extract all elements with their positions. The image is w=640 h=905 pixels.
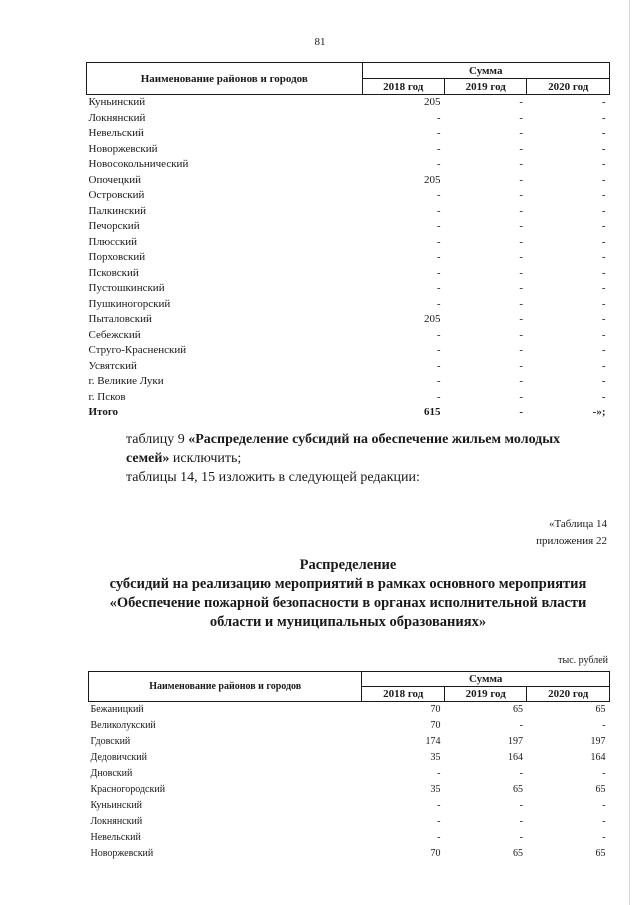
column-header-year: 2019 год — [444, 687, 527, 702]
district-name: Усвятский — [88, 359, 137, 372]
value-2018: - — [436, 297, 441, 310]
value-2020: 65 — [595, 704, 606, 715]
table-reference-appendix: приложения 22 — [536, 535, 607, 547]
column-header-year: 2018 год — [362, 79, 444, 95]
value-2018: - — [437, 832, 441, 843]
table-title-line: субсидий на реализацию мероприятий в рамках основного мероприятия — [109, 576, 587, 592]
value-2018: - — [436, 328, 441, 341]
table-row — [89, 798, 610, 814]
value-2018: 205 — [424, 96, 441, 108]
value-2018: - — [436, 359, 441, 372]
value-2018: - — [436, 282, 441, 294]
table-row — [87, 250, 610, 266]
district-name: Локнянский — [90, 816, 143, 827]
district-name: Дновский — [90, 768, 133, 779]
paragraph-exclude-table-9 — [126, 430, 606, 468]
table-row — [87, 359, 610, 375]
value-2019: - — [519, 111, 523, 124]
value-2019: - — [519, 768, 523, 779]
value-2019: - — [519, 800, 523, 811]
table-body — [87, 95, 610, 421]
value-2019: - — [519, 816, 523, 827]
district-name: Итого — [88, 406, 119, 418]
table-row — [89, 846, 610, 862]
value-2020: - — [601, 251, 606, 263]
value-2019: 65 — [512, 784, 523, 795]
district-name: Себежский — [88, 328, 141, 341]
value-2018: - — [436, 204, 441, 217]
table-14 — [88, 671, 610, 862]
value-2020: - — [601, 375, 606, 387]
table-row — [89, 750, 610, 766]
district-name: Псковский — [88, 266, 139, 279]
value-2020: - — [601, 313, 606, 325]
value-2020: -»; — [592, 406, 606, 418]
table-title-line: области и муниципальных образованиях» — [209, 614, 487, 630]
district-name: Пыталовский — [88, 313, 152, 325]
table-row — [87, 142, 610, 158]
value-2020: 164 — [590, 752, 606, 763]
paragraph-suffix: исключить; — [169, 451, 242, 466]
table-row — [87, 126, 610, 142]
district-name: Невельский — [88, 127, 144, 139]
value-2020: - — [601, 96, 606, 108]
value-2020: - — [601, 189, 606, 201]
column-header-year: 2020 год — [527, 687, 610, 702]
table-row — [89, 718, 610, 734]
table-row — [87, 343, 610, 359]
value-2020: - — [602, 720, 606, 731]
value-2018: 615 — [424, 406, 441, 418]
table-row — [89, 734, 610, 750]
value-2019: 65 — [512, 848, 523, 859]
page-edge-line — [629, 0, 630, 905]
paragraph-tables-14-15: таблицы 14, 15 изложить в следующей редакции: — [126, 470, 420, 485]
value-2018: - — [437, 816, 441, 827]
value-2020: - — [601, 220, 606, 232]
value-2020: - — [601, 142, 606, 155]
value-2020: - — [601, 158, 606, 170]
district-name: Порховский — [88, 251, 146, 263]
value-2020: - — [601, 344, 606, 356]
district-name: Куньинский — [88, 96, 146, 108]
table-row — [87, 173, 610, 189]
table-row — [89, 782, 610, 798]
value-2019: - — [519, 173, 523, 186]
table-row — [87, 266, 610, 282]
value-2019: - — [519, 282, 523, 294]
value-2020: - — [602, 816, 606, 827]
value-2019: - — [519, 313, 523, 325]
district-name: Бежаницкий — [90, 704, 144, 715]
table-9-title: «Распределение субсидий на обеспечение жильем молодых семей» — [126, 432, 561, 466]
value-2019: - — [519, 297, 523, 310]
table-row — [89, 766, 610, 782]
value-2018: - — [436, 158, 441, 170]
value-2018: 35 — [430, 784, 441, 795]
value-2019: - — [519, 220, 523, 232]
value-2019: - — [519, 251, 523, 263]
district-name: Невельский — [90, 832, 141, 843]
value-2019: - — [519, 832, 523, 843]
district-name: Печорский — [88, 220, 140, 232]
district-name: Пушкиногорский — [88, 297, 171, 310]
value-2018: 205 — [424, 173, 441, 186]
value-2018: 205 — [424, 313, 441, 325]
value-2018: - — [436, 375, 441, 387]
value-2020: - — [601, 111, 606, 124]
table-row — [87, 111, 610, 127]
value-2020: 65 — [595, 784, 606, 795]
page-number: 81 — [314, 36, 326, 48]
district-name: Новоржевский — [90, 848, 154, 859]
value-2018: - — [436, 189, 441, 201]
table-row — [87, 204, 610, 220]
table-row — [87, 188, 610, 204]
table-row — [87, 281, 610, 297]
table-row — [87, 374, 610, 390]
district-name: г. Великие Луки — [88, 375, 164, 387]
value-2018: - — [436, 142, 441, 155]
value-2020: - — [601, 328, 606, 341]
value-2020: - — [601, 235, 606, 248]
value-2020: - — [601, 127, 606, 139]
district-name: г. Псков — [88, 390, 126, 403]
value-2020: - — [601, 359, 606, 372]
value-2019: - — [519, 375, 523, 387]
column-header-year: 2020 год — [527, 79, 610, 95]
district-name: Плюсский — [88, 235, 138, 248]
value-2018: - — [436, 220, 441, 232]
value-2018: - — [436, 344, 441, 356]
value-2020: - — [601, 297, 606, 310]
column-header-year: 2019 год — [445, 79, 527, 95]
table-row — [87, 312, 610, 328]
table-row — [87, 390, 610, 406]
district-name: Островский — [88, 189, 145, 201]
value-2019: - — [519, 328, 523, 341]
value-2019: - — [519, 142, 523, 155]
value-2018: - — [437, 800, 441, 811]
district-name: Новоржевский — [88, 142, 158, 155]
value-2018: 70 — [430, 720, 441, 731]
column-header-name: Наименование районов и городов — [87, 63, 363, 95]
district-name: Локнянский — [88, 111, 146, 124]
value-2019: - — [519, 390, 523, 403]
value-2018: 35 — [430, 752, 441, 763]
table-row — [87, 235, 610, 251]
value-2019: 197 — [507, 736, 523, 747]
value-2019: - — [519, 204, 523, 217]
value-2020: - — [602, 832, 606, 843]
table-row — [89, 830, 610, 846]
table-row — [87, 95, 610, 111]
value-2019: 65 — [512, 704, 523, 715]
value-2020: - — [601, 173, 606, 186]
table-row — [87, 297, 610, 313]
value-2019: - — [519, 720, 523, 731]
district-name: Гдовский — [90, 736, 131, 747]
value-2019: - — [519, 266, 523, 279]
value-2019: - — [519, 344, 523, 356]
value-2018: - — [436, 251, 441, 263]
table-continuation — [86, 62, 610, 421]
value-2018: - — [436, 111, 441, 124]
table-row — [87, 157, 610, 173]
table-body — [89, 702, 610, 863]
value-2018: 70 — [430, 848, 441, 859]
table-title-line: «Обеспечение пожарной безопасности в органах исполнительной власти — [109, 595, 587, 611]
district-name: Куньинский — [90, 800, 143, 811]
value-2020: - — [602, 768, 606, 779]
value-2020: 197 — [590, 736, 606, 747]
table-reference-number: «Таблица 14 — [548, 518, 607, 530]
paragraph-prefix: таблицу 9 — [126, 432, 189, 447]
column-header-sum: Сумма — [362, 672, 610, 687]
table-row — [89, 814, 610, 830]
column-header-sum: Сумма — [362, 63, 609, 79]
district-name: Опочецкий — [88, 173, 141, 186]
table-row — [87, 219, 610, 235]
value-2019: - — [519, 96, 523, 108]
value-2018: - — [436, 266, 441, 279]
value-2019: 164 — [507, 752, 523, 763]
value-2020: - — [601, 390, 606, 403]
district-name: Палкинский — [88, 204, 147, 217]
value-2020: - — [602, 800, 606, 811]
value-2018: 174 — [425, 736, 441, 747]
district-name: Струго-Красненский — [88, 344, 187, 356]
district-name: Дедовичский — [90, 752, 147, 763]
district-name: Красногородский — [90, 784, 166, 795]
value-2018: - — [436, 390, 441, 403]
district-name: Великолукский — [90, 720, 156, 731]
value-2018: - — [437, 768, 441, 779]
table-row — [89, 702, 610, 719]
value-2020: - — [601, 282, 606, 294]
column-header-name: Наименование районов и городов — [89, 672, 362, 702]
value-2018: - — [436, 235, 441, 248]
table-row — [87, 328, 610, 344]
value-2020: - — [601, 204, 606, 217]
district-name: Пустошкинский — [88, 282, 165, 294]
value-2018: 70 — [430, 704, 441, 715]
value-2020: 65 — [595, 848, 606, 859]
value-2019: - — [519, 127, 523, 139]
value-2019: - — [519, 359, 523, 372]
value-2019: - — [519, 235, 523, 248]
value-2018: - — [436, 127, 441, 139]
district-name: Новосокольнический — [88, 158, 189, 170]
units-label: тыс. рублей — [558, 655, 608, 666]
value-2019: - — [519, 189, 523, 201]
value-2019: - — [519, 158, 523, 170]
value-2020: - — [601, 266, 606, 279]
column-header-year: 2018 год — [362, 687, 445, 702]
table-total-row — [87, 405, 610, 421]
value-2019: - — [519, 406, 523, 418]
table-title-line: Распределение — [299, 557, 397, 573]
